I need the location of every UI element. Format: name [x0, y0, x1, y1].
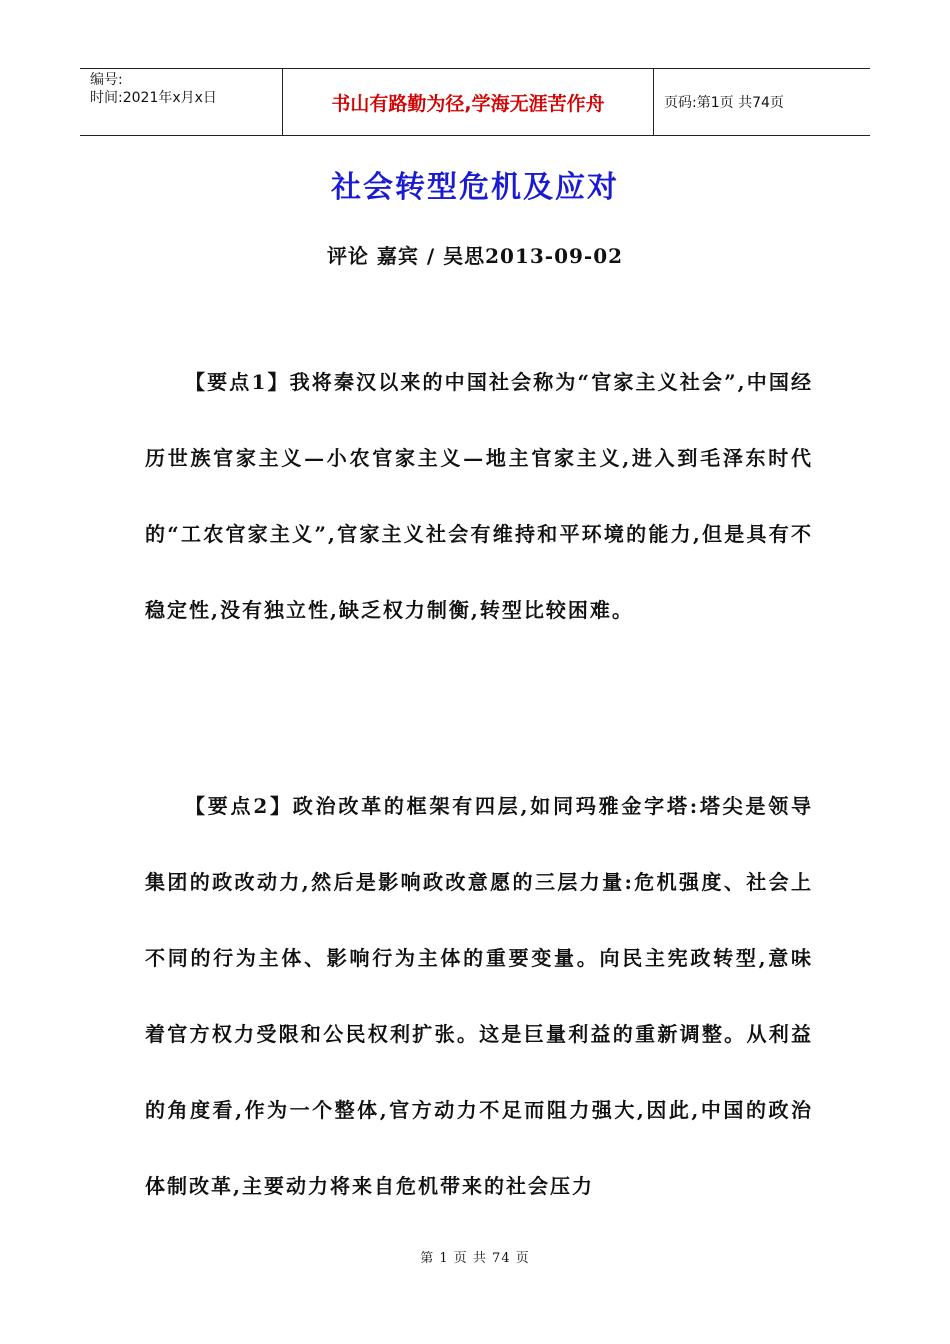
page-header — [80, 68, 870, 136]
article-title: 社会转型危机及应对 — [331, 170, 619, 205]
header-page-info: 页码:第1页 共74页 — [664, 95, 784, 111]
header-meta — [80, 69, 282, 135]
header-time-label: 时间:2021年x月x日 — [90, 90, 217, 106]
page-footer: 第 1 页 共 74 页 — [420, 1251, 530, 1266]
article-paragraph-2: 【要点2】政治改革的框架有四层,如同玛雅金字塔:塔尖是领导集团的政改动力,然后是影响政改意愿的三层力量:危机强度、社会上不同的行为主体、影响行为主体的重要变量。向民主宪政转型,意味着官方权力受限和公民权利扩张。这是巨量利益的重新调整。从利益的角度看,作为一个整体,官方动力不足而阻力强大,因此,中国的政治体制改革,主要动力将来自危机带来的社会压力 — [145, 794, 813, 1198]
article-byline: 评论 嘉宾 / 吴思2013-09-02 — [326, 244, 624, 268]
header-number-label: 编号: — [90, 72, 123, 88]
header-motto: 书山有路勤为径,学海无涯苦作舟 — [282, 69, 654, 135]
article-paragraph-1: 【要点1】我将秦汉以来的中国社会称为“官家主义社会”,中国经历世族官家主义—小农官家主义—地主官家主义,进入到毛泽东时代的“工农官家主义”,官家主义社会有维持和平环境的能力,但是具有不稳定性,没有独立性,缺乏权力制衡,转型比较困难。 — [145, 370, 813, 622]
